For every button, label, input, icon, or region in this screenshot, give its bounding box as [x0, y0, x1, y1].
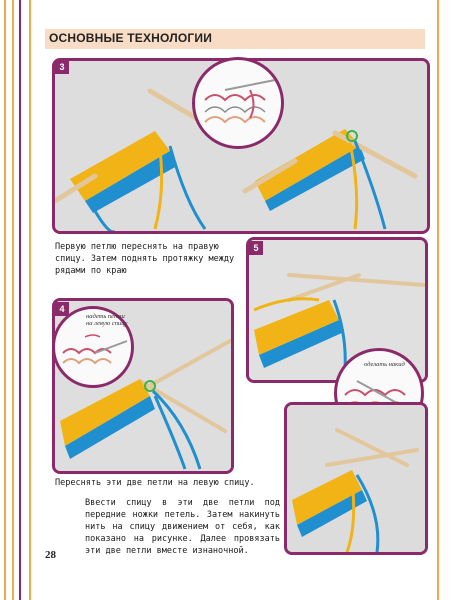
section-header	[45, 29, 425, 49]
step-3-caption: Первую петлю переснять на правую спицу. Затем поднять протяжку между рядами по краю	[55, 242, 235, 276]
step-4-caption: Переснять эти две петли на левую спицу.	[55, 478, 255, 488]
page-number: 28	[45, 549, 56, 561]
step-3-stitch-diagram	[192, 57, 284, 149]
section-title: ОСНОВНЫЕ ТЕХНОЛОГИИ	[49, 31, 213, 45]
step-5-result-photo	[284, 402, 428, 555]
step-4-diagram-note: надеть петли на левую спицу	[86, 313, 128, 327]
step-5-caption: Ввести спицу в эти две петли под передние ножки петель. Затем накинуть нить на спицу движением от себя, как показано на рисунке. Далее провязать эти две петли вместе изнаночной.	[85, 498, 280, 556]
step-5-diagram-note: оделать накид	[364, 361, 405, 368]
step-3-badge: 3	[55, 60, 69, 74]
step-4-badge: 4	[55, 302, 69, 316]
step-5-badge: 5	[249, 241, 263, 255]
